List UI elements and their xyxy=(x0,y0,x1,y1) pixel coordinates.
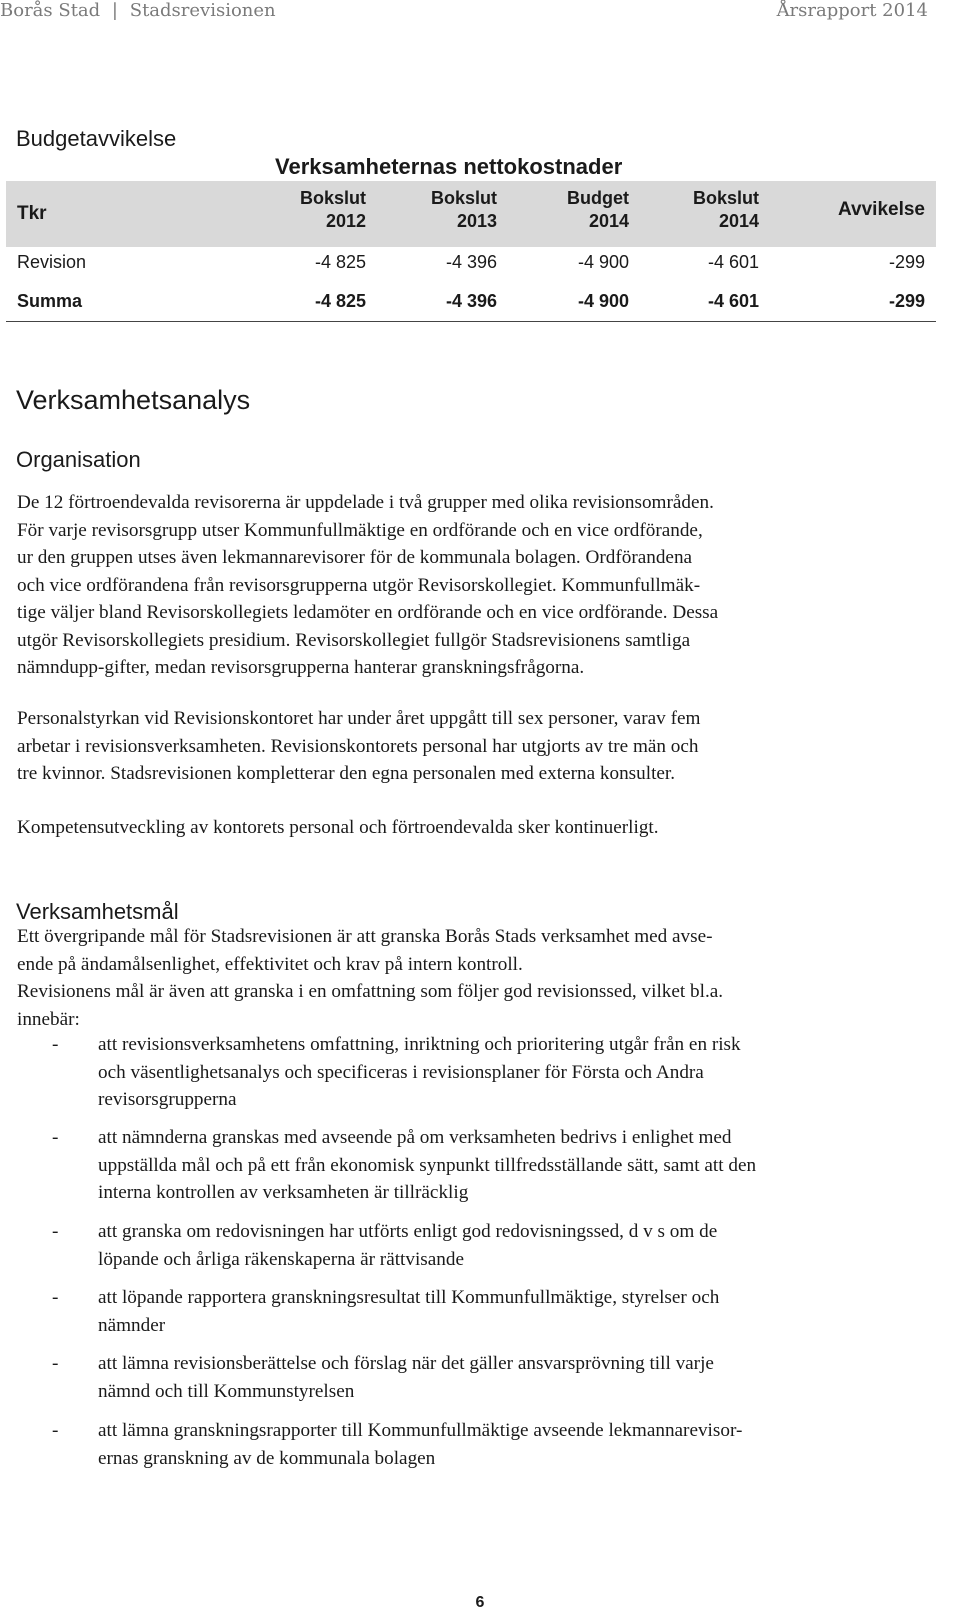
text-line: arbetar i revisionsverksamheten. Revisionskontorets personal har utgjorts av tre män och xyxy=(17,735,699,757)
page-number: 6 xyxy=(475,1594,485,1611)
text-line: tige väljer bland Revisorskollegiets ledamöter en ordförande och en vice ordförande. Dessa xyxy=(17,602,719,623)
text-line: ur den gruppen utses även lekmannarevisorer för de kommunala bolagen. Ordförandena xyxy=(17,547,693,568)
table-cell: -4 396 xyxy=(445,252,497,272)
paragraph-organisation xyxy=(17,489,899,682)
text-line: och vice ordförandena från revisorsgrupperna utgör Revisorskollegiet. Kommunfullmäk- xyxy=(17,574,701,596)
list-item xyxy=(98,1350,928,1405)
table-cell: -4 396 xyxy=(445,291,497,311)
table-title: Verksamheternas nettokostnader xyxy=(275,154,623,179)
budget-heading: Budgetavvikelse xyxy=(16,126,177,151)
table-cell: -4 825 xyxy=(314,291,366,311)
text-line: Revisionens mål är även att granska i en omfattning som följer god revisionssed, vilket bl.a. xyxy=(17,981,724,1002)
table-cell: -4 601 xyxy=(707,252,759,272)
text-line: och väsentlighetsanalys och specificeras i revisionsplaner för Första och Andra xyxy=(98,1061,704,1083)
bullet-dash: - xyxy=(52,1287,59,1308)
col-header-line: 2014 xyxy=(718,211,759,231)
subheading-verksamhetsmal: Verksamhetsmål xyxy=(16,899,179,924)
table-cell: -4 900 xyxy=(577,252,629,272)
list-item xyxy=(98,1031,928,1114)
text-line: Kompetensutveckling av kontorets personal och förtroendevalda sker kontinuerligt. xyxy=(17,817,659,838)
col-header-tkr: Tkr xyxy=(17,203,47,224)
col-header-line: Bokslut xyxy=(430,188,497,208)
list-item xyxy=(98,1417,928,1472)
text-line: Ett övergripande mål för Stadsrevisionen är att granska Borås Stads verksamhet med avse- xyxy=(17,926,713,947)
text-line: De 12 förtroendevalda revisorerna är uppdelade i två grupper med olika revisionsområden. xyxy=(17,492,714,513)
text-line: tre kvinnor. Stadsrevisionen kompletterar den egna personalen med externa konsulter. xyxy=(17,763,676,784)
bullet-dash: - xyxy=(52,1034,59,1055)
col-header-line: 2014 xyxy=(588,211,629,231)
col-header-bokslut-2014 xyxy=(693,187,759,233)
text-line: Personalstyrkan vid Revisionskontoret har under året uppgått till sex personer, varav fem xyxy=(17,708,701,729)
running-header-left xyxy=(0,0,276,21)
paragraph-personal xyxy=(17,705,899,788)
col-header-line: Budget xyxy=(567,188,629,208)
text-line: nämndupp-gifter, medan revisorsgrupperna hanterar granskningsfrågorna. xyxy=(17,657,585,678)
col-header-line: Bokslut xyxy=(692,188,759,208)
text-line: att lämna revisionsberättelse och förslag när det gäller ansvarsprövning till varje xyxy=(98,1353,714,1374)
col-header-bokslut-2012 xyxy=(300,187,366,233)
paragraph-mal xyxy=(17,923,899,1033)
list-item xyxy=(98,1284,928,1339)
text-line: uppställda mål och på ett från ekonomisk synpunkt tillfredsställande sätt, samt att den xyxy=(98,1154,757,1176)
text-line: ernas granskning av de kommunala bolagen xyxy=(98,1447,436,1469)
header-separator: | xyxy=(111,0,118,21)
bullet-dash: - xyxy=(52,1420,59,1441)
col-header-line: Bokslut xyxy=(299,188,366,208)
header-section: Stadsrevisionen xyxy=(129,0,276,21)
row-label-summa: Summa xyxy=(17,291,83,311)
text-line: att revisionsverksamhetens omfattning, inriktning och prioritering utgår från en risk xyxy=(98,1034,741,1055)
text-line: interna kontrollen av verksamheten är tillräcklig xyxy=(98,1182,469,1203)
col-header-line: 2012 xyxy=(325,211,366,231)
text-line: löpande och årliga räkenskaperna är rättvisande xyxy=(98,1248,464,1270)
col-header-line: 2013 xyxy=(456,211,497,231)
bullet-dash: - xyxy=(52,1353,59,1374)
subheading-organisation: Organisation xyxy=(16,447,141,472)
list-item xyxy=(98,1218,928,1273)
table-cell: -299 xyxy=(888,291,925,311)
text-line: nämnd och till Kommunstyrelsen xyxy=(98,1380,355,1402)
text-line: utgör Revisorskollegiets presidium. Revisorskollegiet fullgör Stadsrevisionens samtliga xyxy=(17,629,691,651)
col-header-budget-2014 xyxy=(567,187,629,233)
text-line: att löpande rapportera granskningsresultat till Kommunfullmäktige, styrelser och xyxy=(98,1287,720,1308)
list-item xyxy=(98,1124,928,1207)
text-line: att nämnderna granskas med avseende på om verksamheten bedrivs i enlighet med xyxy=(98,1127,732,1148)
paragraph-kompetens xyxy=(17,814,899,842)
header-org: Borås Stad xyxy=(0,0,101,21)
text-line: innebär: xyxy=(17,1008,80,1030)
table-bottom-rule xyxy=(6,321,936,322)
table-cell: -4 900 xyxy=(577,291,629,311)
header-report-title: Årsrapport 2014 xyxy=(776,0,928,21)
table-cell: -299 xyxy=(888,252,925,272)
text-line: ende på ändamålsenlighet, effektivitet och krav på intern kontroll. xyxy=(17,953,523,975)
section-heading-analys: Verksamhetsanalys xyxy=(16,385,251,415)
text-line: att granska om redovisningen har utförts enligt god redovisningssed, d v s om de xyxy=(98,1221,718,1242)
col-header-avvikelse: Avvikelse xyxy=(838,199,925,220)
table-cell: -4 825 xyxy=(314,252,366,272)
text-line: För varje revisorsgrupp utser Kommunfullmäktige en ordförande och en vice ordförande, xyxy=(17,519,703,541)
table-cell: -4 601 xyxy=(707,291,759,311)
text-line: revisorsgrupperna xyxy=(98,1089,237,1110)
row-label-revision: Revision xyxy=(17,252,87,272)
text-line: nämnder xyxy=(98,1314,166,1336)
bullet-dash: - xyxy=(52,1221,59,1242)
text-line: att lämna granskningsrapporter till Kommunfullmäktige avseende lekmannarevisor- xyxy=(98,1420,743,1441)
bullet-dash: - xyxy=(52,1127,59,1148)
col-header-bokslut-2013 xyxy=(431,187,497,233)
